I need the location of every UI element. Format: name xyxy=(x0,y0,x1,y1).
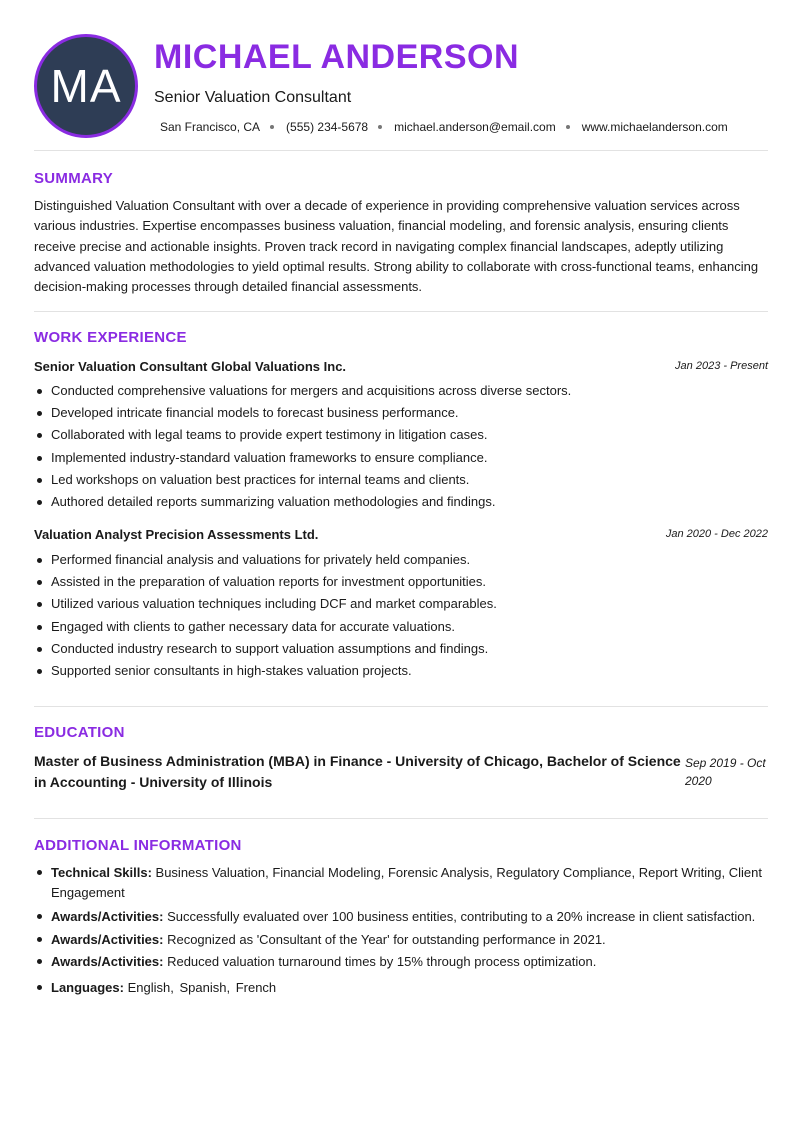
education-dates: Sep 2019 - Oct 2020 xyxy=(685,756,766,788)
job-dates: Jan 2020 - Dec 2022 xyxy=(665,528,768,540)
item-label: Languages: xyxy=(51,979,124,995)
item-label: Awards/Activities: xyxy=(51,909,164,924)
list-item: Assisted in the preparation of valuation reports for investment opportunities. xyxy=(34,571,768,593)
language: English, xyxy=(127,979,174,995)
list-item xyxy=(34,978,768,998)
list-item: Utilized various valuation techniques including DCF and market comparables. xyxy=(34,593,768,615)
job-bullets xyxy=(34,549,768,682)
job-header xyxy=(34,527,768,545)
job-bullets xyxy=(34,380,768,513)
list-item: Conducted industry research to support valuation assumptions and findings. xyxy=(34,638,768,660)
summary-heading: SUMMARY xyxy=(34,170,114,187)
candidate-title: Senior Valuation Consultant xyxy=(154,89,352,106)
divider xyxy=(34,706,768,707)
item-label: Awards/Activities: xyxy=(51,931,164,947)
language: Spanish, xyxy=(179,979,231,995)
contact-location: San Francisco, CA xyxy=(160,120,261,134)
separator-dot xyxy=(270,125,274,129)
additional-info-list xyxy=(34,863,768,997)
contact-phone[interactable]: (555) 234-5678 xyxy=(286,120,369,134)
candidate-name: MICHAEL ANDERSON xyxy=(154,38,520,76)
job-dates: Jan 2023 - Present xyxy=(675,360,768,372)
list-item: Developed intricate financial models to forecast business performance. xyxy=(34,402,768,424)
education-heading: EDUCATION xyxy=(34,724,125,741)
resume-header xyxy=(34,34,768,138)
list-item xyxy=(34,952,768,972)
item-text: Reduced valuation turnaround times by 15% through process optimization. xyxy=(163,954,597,969)
separator-dot xyxy=(566,125,570,129)
list-item: Conducted comprehensive valuations for mergers and acquisitions across diverse sectors. xyxy=(34,380,768,402)
divider xyxy=(34,311,768,312)
education-entry xyxy=(34,751,768,795)
divider xyxy=(34,818,768,819)
list-item: Engaged with clients to gather necessary data for accurate valuations. xyxy=(34,616,768,638)
list-item xyxy=(34,907,768,927)
contact-website[interactable]: www.michaelanderson.com xyxy=(581,120,728,134)
list-item: Performed financial analysis and valuations for privately held companies. xyxy=(34,549,768,571)
list-item: Collaborated with legal teams to provide expert testimony in litigation cases. xyxy=(34,424,768,446)
contact-bar xyxy=(160,120,728,134)
job-title: Valuation Analyst Precision Assessments Ltd. xyxy=(34,527,319,542)
list-item: Implemented industry-standard valuation frameworks to ensure compliance. xyxy=(34,447,768,469)
education-degree: Master of Business Administration (MBA) in Finance - University of Chicago, Bachelor of Science in Accounting - University of Illinois xyxy=(34,753,681,790)
item-label: Awards/Activities: xyxy=(51,954,164,969)
work-experience-heading: WORK EXPERIENCE xyxy=(34,329,187,346)
additional-info-heading: ADDITIONAL INFORMATION xyxy=(34,837,242,854)
item-text: Successfully evaluated over 100 business entities, contributing to a 20% increase in client satisfaction. xyxy=(163,909,756,924)
list-item: Supported senior consultants in high-stakes valuation projects. xyxy=(34,660,768,682)
item-text: Recognized as 'Consultant of the Year' for outstanding performance in 2021. xyxy=(163,931,606,947)
list-item: Led workshops on valuation best practices for internal teams and clients. xyxy=(34,469,768,491)
list-item xyxy=(34,863,768,902)
summary-text: Distinguished Valuation Consultant with over a decade of experience in providing comprehensive valuation services across various industries. Expertise encompasses business valuation, financial modeling, and forensic analysis, ensuring clients receive precise and actionable insights. Proven track record in navigating complex financial landscapes, adeptly utilizing advanced valuation methodologies to yield optimal results. Strong ability to collaborate with cross-functional teams, enhancing decision-making processes through detailed financial assessments. xyxy=(34,198,759,295)
list-item: Authored detailed reports summarizing valuation methodologies and findings. xyxy=(34,491,768,513)
list-item xyxy=(34,930,768,950)
job-header xyxy=(34,359,768,377)
job-title: Senior Valuation Consultant Global Valuations Inc. xyxy=(34,359,347,374)
language-list xyxy=(128,980,279,995)
separator-dot xyxy=(378,125,382,129)
divider xyxy=(34,150,768,151)
item-label: Technical Skills: xyxy=(51,865,152,880)
avatar: MA xyxy=(34,34,138,138)
item-text: Business Valuation, Financial Modeling, Forensic Analysis, Regulatory Compliance, Report Writing, Client Engagement xyxy=(51,865,763,900)
language: French xyxy=(235,979,277,995)
contact-email[interactable]: michael.anderson@email.com xyxy=(394,120,556,134)
